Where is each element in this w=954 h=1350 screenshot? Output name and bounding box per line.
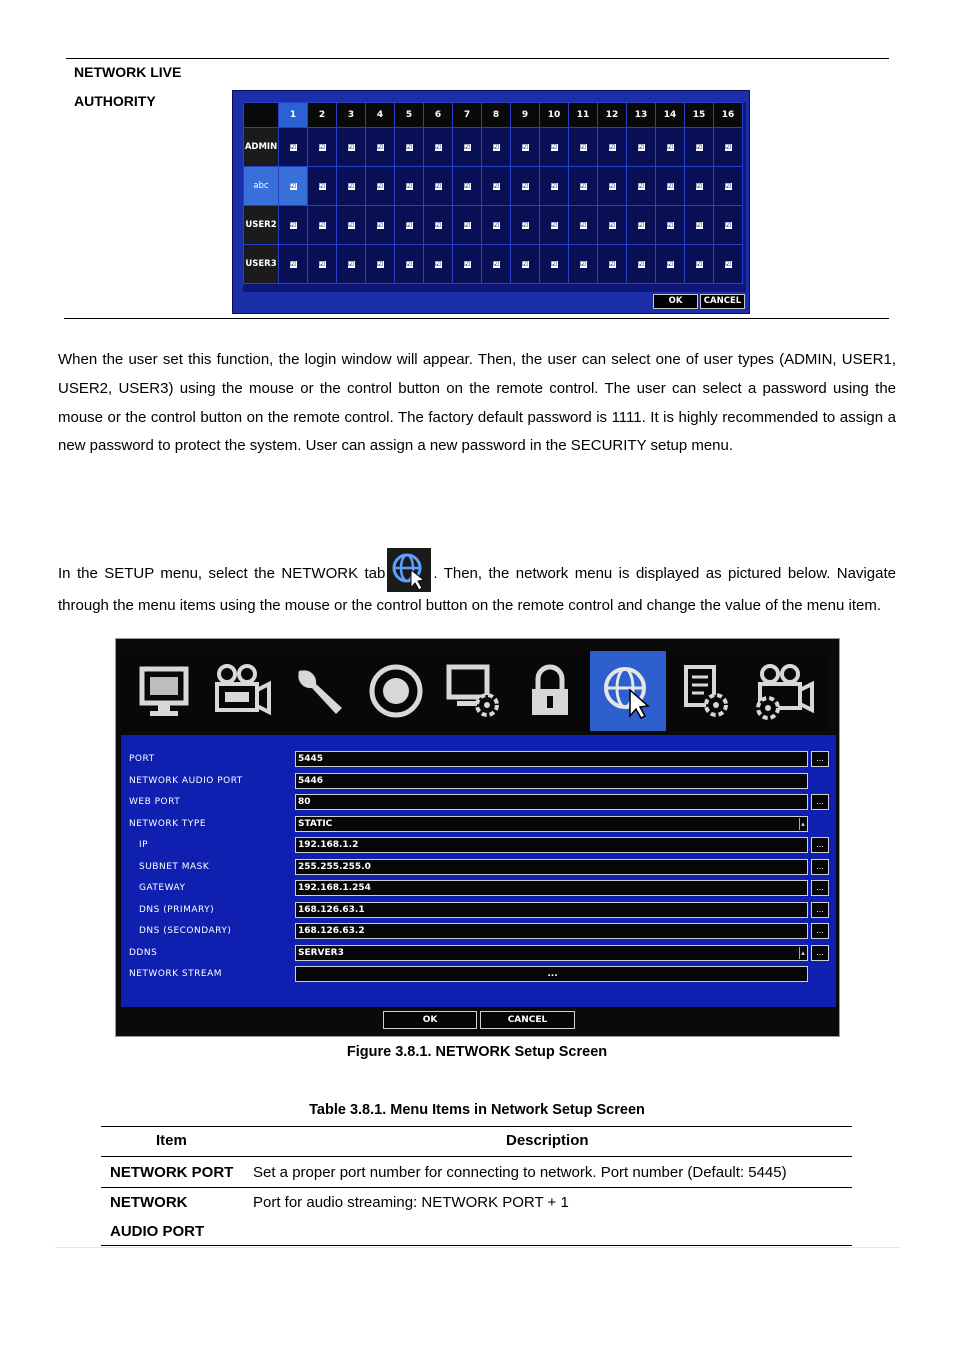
checkbox-checked-icon[interactable]: ☑	[608, 182, 616, 190]
checkbox-checked-icon[interactable]: ☑	[463, 221, 471, 229]
permission-checkbox-cell[interactable]	[685, 167, 714, 206]
checkbox-checked-icon[interactable]: ☑	[550, 182, 558, 190]
setting-label: IP	[139, 840, 149, 850]
setting-label: GATEWAY	[139, 883, 186, 893]
permission-checkbox-cell[interactable]	[279, 245, 308, 284]
lock-icon[interactable]	[512, 651, 588, 731]
permission-checkbox-cell[interactable]	[337, 245, 366, 284]
permission-checkbox-cell[interactable]	[598, 206, 627, 245]
network-tab-paragraph	[58, 548, 896, 621]
user-row	[244, 167, 743, 206]
checkbox-checked-icon[interactable]: ☑	[289, 143, 297, 151]
top-rule	[66, 58, 889, 59]
checkbox-checked-icon[interactable]: ☑	[550, 260, 558, 268]
permission-checkbox-cell[interactable]	[714, 167, 743, 206]
channel-header[interactable]: 10	[540, 103, 569, 128]
permission-checkbox-cell[interactable]	[569, 167, 598, 206]
setting-value-field[interactable]	[295, 794, 808, 810]
permission-checkbox-cell[interactable]	[482, 167, 511, 206]
checkbox-checked-icon[interactable]: ☑	[347, 182, 355, 190]
user-row	[244, 245, 743, 284]
permission-checkbox-cell[interactable]	[598, 128, 627, 167]
setting-value: STATIC	[298, 818, 333, 829]
setting-label: DNS (PRIMARY)	[139, 904, 215, 915]
checkbox-checked-icon[interactable]: ☑	[695, 260, 703, 268]
setting-value: ...	[547, 969, 558, 979]
permission-checkbox-cell[interactable]	[395, 167, 424, 206]
network-setup-screen	[115, 638, 840, 1037]
checkbox-checked-icon[interactable]: ☑	[608, 260, 616, 268]
checkbox-checked-icon[interactable]: ☑	[318, 260, 326, 268]
setting-label: DDNS	[129, 947, 158, 958]
setup-tab-bar	[121, 651, 829, 731]
permission-checkbox-cell[interactable]	[656, 206, 685, 245]
more-options-button[interactable]: ...	[811, 945, 829, 961]
checkbox-checked-icon[interactable]: ☑	[405, 260, 413, 268]
setting-label: PORT	[129, 754, 155, 764]
authority-table	[243, 102, 743, 284]
checkbox-checked-icon[interactable]: ☑	[666, 143, 674, 151]
login-paragraph: When the user set this function, the login window will appear. Then, the user can select one of user types (ADMIN, USER1, USER2, USER3) using the mouse or the control button on the remote control. The user can select a password using the mouse or the control button on the remote control. The factory default password is 1111. It is highly recommended to assign a new password to protect the system. User can assign a new password in the SECURITY setup menu.	[58, 351, 896, 455]
permission-checkbox-cell[interactable]	[540, 245, 569, 284]
event-settings-icon[interactable]	[668, 651, 744, 731]
checkbox-checked-icon[interactable]: ☑	[463, 260, 471, 268]
authority-ok-button[interactable]: OK	[653, 294, 698, 309]
permission-checkbox-cell[interactable]	[627, 206, 656, 245]
network-setting-row	[129, 880, 829, 898]
permission-checkbox-cell[interactable]	[656, 245, 685, 284]
permission-checkbox-cell[interactable]	[366, 167, 395, 206]
paragraph2-part2: . Then, the network menu is displayed as pictured below. Navigate through the menu items using the mouse or the control button on the remote control and change the value of the menu item.	[58, 565, 896, 614]
checkbox-checked-icon[interactable]: ☑	[579, 182, 587, 190]
camera-icon[interactable]	[204, 651, 280, 731]
checkbox-checked-icon[interactable]: ☑	[347, 221, 355, 229]
permission-checkbox-cell[interactable]	[308, 206, 337, 245]
checkbox-checked-icon[interactable]: ☑	[434, 260, 442, 268]
checkbox-checked-icon[interactable]: ☑	[579, 260, 587, 268]
permission-checkbox-cell[interactable]	[540, 167, 569, 206]
checkbox-checked-icon[interactable]: ☑	[434, 143, 442, 151]
network-setting-row	[129, 751, 829, 769]
more-options-button[interactable]: ...	[811, 902, 829, 918]
section-rule	[64, 318, 889, 319]
checkbox-checked-icon[interactable]: ☑	[376, 182, 384, 190]
user-label[interactable]: abc	[244, 167, 279, 206]
checkbox-checked-icon[interactable]: ☑	[434, 221, 442, 229]
checkbox-checked-icon[interactable]: ☑	[637, 260, 645, 268]
permission-checkbox-cell[interactable]	[279, 206, 308, 245]
checkbox-checked-icon[interactable]: ☑	[434, 182, 442, 190]
setting-value-field[interactable]	[295, 773, 808, 789]
checkbox-checked-icon[interactable]: ☑	[492, 182, 500, 190]
checkbox-checked-icon[interactable]: ☑	[550, 143, 558, 151]
permission-checkbox-cell[interactable]	[685, 128, 714, 167]
more-options-button[interactable]: ...	[811, 880, 829, 896]
checkbox-checked-icon[interactable]: ☑	[637, 182, 645, 190]
setting-value: 168.126.63.1	[298, 904, 365, 915]
permission-checkbox-cell[interactable]	[685, 206, 714, 245]
network-ok-button[interactable]: OK	[383, 1011, 477, 1029]
checkbox-checked-icon[interactable]: ☑	[521, 143, 529, 151]
user-label[interactable]: ADMIN	[244, 128, 279, 167]
network-setting-row	[129, 773, 829, 791]
channel-header[interactable]: 4	[366, 103, 395, 128]
permission-checkbox-cell[interactable]	[627, 245, 656, 284]
checkbox-checked-icon[interactable]: ☑	[724, 143, 732, 151]
channel-header[interactable]: 13	[627, 103, 656, 128]
setting-label: NETWORK AUDIO PORT	[129, 775, 243, 786]
checkbox-checked-icon[interactable]: ☑	[579, 143, 587, 151]
more-options-button[interactable]: ...	[811, 794, 829, 810]
checkbox-checked-icon[interactable]: ☑	[347, 260, 355, 268]
permission-checkbox-cell[interactable]	[627, 128, 656, 167]
permission-checkbox-cell[interactable]	[598, 245, 627, 284]
authority-label-line1: NETWORK LIVE	[74, 64, 182, 80]
checkbox-checked-icon[interactable]: ☑	[318, 143, 326, 151]
page-footer-rule	[55, 1247, 900, 1248]
more-options-button[interactable]: ...	[811, 923, 829, 939]
checkbox-checked-icon[interactable]: ☑	[666, 182, 674, 190]
checkbox-checked-icon[interactable]: ☑	[666, 221, 674, 229]
channel-header[interactable]: 12	[598, 103, 627, 128]
permission-checkbox-cell[interactable]	[366, 128, 395, 167]
setting-value: 192.168.1.2	[298, 840, 359, 850]
permission-checkbox-cell[interactable]	[395, 245, 424, 284]
network-setting-row	[129, 945, 829, 963]
setting-label: NETWORK STREAM	[129, 969, 222, 979]
row-item-line2: AUDIO PORT	[110, 1223, 205, 1240]
setting-value-field[interactable]	[295, 902, 808, 918]
permission-checkbox-cell[interactable]	[569, 128, 598, 167]
checkbox-checked-icon[interactable]: ☑	[405, 143, 413, 151]
network-setting-row	[129, 837, 829, 855]
channel-header[interactable]: 11	[569, 103, 598, 128]
setting-label: WEB PORT	[129, 797, 181, 807]
permission-checkbox-cell[interactable]	[337, 167, 366, 206]
network-setting-row	[129, 923, 829, 941]
channel-header[interactable]: 3	[337, 103, 366, 128]
checkbox-checked-icon[interactable]: ☑	[405, 221, 413, 229]
row-item-line1: NETWORK	[110, 1194, 188, 1211]
permission-checkbox-cell[interactable]	[366, 206, 395, 245]
setting-value: 255.255.255.0	[298, 861, 371, 872]
authority-label-line2: AUTHORITY	[74, 93, 156, 109]
more-options-button[interactable]: ...	[811, 837, 829, 853]
permission-checkbox-cell[interactable]	[714, 128, 743, 167]
permission-checkbox-cell[interactable]	[366, 245, 395, 284]
table-caption: Table 3.8.1. Menu Items in Network Setup Screen	[309, 1102, 645, 1118]
checkbox-checked-icon[interactable]: ☑	[521, 260, 529, 268]
permission-checkbox-cell[interactable]	[424, 167, 453, 206]
table-row	[101, 1157, 852, 1188]
setting-value: 192.168.1.254	[298, 883, 371, 893]
permission-checkbox-cell[interactable]	[279, 128, 308, 167]
setting-value-field[interactable]	[295, 966, 808, 982]
checkbox-checked-icon[interactable]: ☑	[637, 221, 645, 229]
channel-header[interactable]: 1	[279, 103, 308, 128]
channel-header[interactable]: 2	[308, 103, 337, 128]
camera-settings-icon[interactable]	[746, 651, 822, 731]
checkbox-checked-icon[interactable]: ☑	[724, 182, 732, 190]
permission-checkbox-cell[interactable]	[540, 128, 569, 167]
network-setting-row	[129, 859, 829, 877]
channel-header[interactable]: 15	[685, 103, 714, 128]
checkbox-checked-icon[interactable]: ☑	[463, 143, 471, 151]
checkbox-checked-icon[interactable]: ☑	[318, 182, 326, 190]
permission-checkbox-cell[interactable]	[453, 245, 482, 284]
checkbox-checked-icon[interactable]: ☑	[695, 221, 703, 229]
permission-checkbox-cell[interactable]	[511, 206, 540, 245]
more-options-button[interactable]: ...	[811, 751, 829, 767]
checkbox-checked-icon[interactable]: ☑	[492, 143, 500, 151]
setting-value-field[interactable]	[295, 923, 808, 939]
monitor-icon[interactable]	[126, 651, 202, 731]
dropdown-caret-icon[interactable]: ▴	[799, 947, 806, 959]
permission-checkbox-cell[interactable]	[511, 167, 540, 206]
paragraph2-part1: In the SETUP menu, select the NETWORK tab	[58, 565, 386, 582]
checkbox-checked-icon[interactable]: ☑	[463, 182, 471, 190]
network-setting-row	[129, 902, 829, 920]
permission-checkbox-cell[interactable]	[308, 128, 337, 167]
checkbox-checked-icon[interactable]: ☑	[550, 221, 558, 229]
permission-checkbox-cell[interactable]	[714, 206, 743, 245]
row-item: NETWORK PORT	[110, 1164, 234, 1181]
checkbox-checked-icon[interactable]: ☑	[289, 260, 297, 268]
permission-checkbox-cell[interactable]	[308, 167, 337, 206]
setting-value-field[interactable]	[295, 837, 808, 853]
network-setting-row	[129, 794, 829, 812]
checkbox-checked-icon[interactable]: ☑	[695, 182, 703, 190]
network-live-authority-panel	[232, 90, 750, 314]
network-globe-icon	[387, 548, 431, 592]
checkbox-checked-icon[interactable]: ☑	[521, 182, 529, 190]
network-cancel-button[interactable]: CANCEL	[480, 1011, 575, 1029]
checkbox-checked-icon[interactable]: ☑	[289, 221, 297, 229]
permission-checkbox-cell[interactable]	[569, 245, 598, 284]
table-header-row	[101, 1126, 852, 1157]
permission-checkbox-cell[interactable]	[656, 128, 685, 167]
checkbox-checked-icon[interactable]: ☑	[492, 221, 500, 229]
setting-label: DNS (SECONDARY)	[139, 926, 232, 936]
menu-items-table	[101, 1126, 852, 1246]
more-options-button[interactable]: ...	[811, 859, 829, 875]
corner-cell	[244, 103, 279, 128]
setting-value: 168.126.63.2	[298, 926, 365, 936]
wrench-icon[interactable]	[281, 651, 357, 731]
network-settings-form	[121, 735, 836, 1007]
permission-checkbox-cell[interactable]	[453, 206, 482, 245]
checkbox-checked-icon[interactable]: ☑	[289, 182, 297, 190]
user-label[interactable]: USER2	[244, 206, 279, 245]
permission-checkbox-cell[interactable]	[569, 206, 598, 245]
checkbox-checked-icon[interactable]: ☑	[492, 260, 500, 268]
authority-cancel-button[interactable]: CANCEL	[700, 294, 745, 309]
permission-checkbox-cell[interactable]	[656, 167, 685, 206]
channel-header[interactable]: 5	[395, 103, 424, 128]
channel-header[interactable]: 7	[453, 103, 482, 128]
checkbox-checked-icon[interactable]: ☑	[724, 221, 732, 229]
permission-checkbox-cell[interactable]	[308, 245, 337, 284]
setting-label: SUBNET MASK	[139, 861, 210, 872]
channel-header[interactable]: 16	[714, 103, 743, 128]
permission-checkbox-cell[interactable]	[279, 167, 308, 206]
checkbox-checked-icon[interactable]: ☑	[347, 143, 355, 151]
permission-checkbox-cell[interactable]	[395, 206, 424, 245]
setting-value-field[interactable]	[295, 859, 808, 875]
permission-checkbox-cell[interactable]	[511, 245, 540, 284]
dropdown-caret-icon[interactable]: ▴	[799, 818, 806, 830]
figure-caption: Figure 3.8.1. NETWORK Setup Screen	[346, 1044, 608, 1060]
checkbox-checked-icon[interactable]: ☑	[608, 221, 616, 229]
permission-checkbox-cell[interactable]	[627, 167, 656, 206]
permission-checkbox-cell[interactable]	[337, 128, 366, 167]
checkbox-checked-icon[interactable]: ☑	[376, 143, 384, 151]
record-icon[interactable]	[358, 651, 434, 731]
permission-checkbox-cell[interactable]	[453, 128, 482, 167]
network-setting-row	[129, 966, 829, 984]
permission-checkbox-cell[interactable]	[540, 206, 569, 245]
user-row	[244, 206, 743, 245]
permission-checkbox-cell[interactable]	[424, 206, 453, 245]
network-globe-tab-icon[interactable]	[590, 651, 666, 731]
user-label[interactable]: USER3	[244, 245, 279, 284]
permission-checkbox-cell[interactable]	[511, 128, 540, 167]
checkbox-checked-icon[interactable]: ☑	[666, 260, 674, 268]
checkbox-checked-icon[interactable]: ☑	[521, 221, 529, 229]
permission-checkbox-cell[interactable]	[424, 245, 453, 284]
setting-value: SERVER3	[298, 947, 344, 958]
permission-checkbox-cell[interactable]	[482, 206, 511, 245]
network-setting-row	[129, 816, 829, 834]
checkbox-checked-icon[interactable]: ☑	[637, 143, 645, 151]
setting-value-field[interactable]	[295, 816, 808, 832]
user-row	[244, 128, 743, 167]
setting-value-field[interactable]	[295, 945, 808, 961]
row-description: Port for audio streaming: NETWORK PORT + 1	[253, 1194, 569, 1211]
checkbox-checked-icon[interactable]: ☑	[405, 182, 413, 190]
channel-header[interactable]: 6	[424, 103, 453, 128]
permission-checkbox-cell[interactable]	[482, 245, 511, 284]
table-row	[101, 1188, 852, 1246]
setting-value-field[interactable]	[295, 751, 808, 767]
checkbox-checked-icon[interactable]: ☑	[318, 221, 326, 229]
permission-checkbox-cell[interactable]	[714, 245, 743, 284]
setting-value: 5445	[298, 754, 324, 764]
permission-checkbox-cell[interactable]	[482, 128, 511, 167]
header-description: Description	[506, 1132, 589, 1149]
checkbox-checked-icon[interactable]: ☑	[376, 260, 384, 268]
checkbox-checked-icon[interactable]: ☑	[724, 260, 732, 268]
checkbox-checked-icon[interactable]: ☑	[608, 143, 616, 151]
display-settings-icon[interactable]	[435, 651, 511, 731]
setting-value-field[interactable]	[295, 880, 808, 896]
row-description: Set a proper port number for connecting to network. Port number (Default: 5445)	[253, 1164, 787, 1181]
authority-grid	[243, 102, 746, 292]
permission-checkbox-cell[interactable]	[395, 128, 424, 167]
checkbox-checked-icon[interactable]: ☑	[695, 143, 703, 151]
setting-value: 80	[298, 797, 311, 807]
permission-checkbox-cell[interactable]	[685, 245, 714, 284]
checkbox-checked-icon[interactable]: ☑	[579, 221, 587, 229]
channel-header[interactable]: 9	[511, 103, 540, 128]
setting-label: NETWORK TYPE	[129, 818, 207, 829]
channel-header[interactable]: 8	[482, 103, 511, 128]
checkbox-checked-icon[interactable]: ☑	[376, 221, 384, 229]
permission-checkbox-cell[interactable]	[337, 206, 366, 245]
setting-value: 5446	[298, 775, 324, 786]
permission-checkbox-cell[interactable]	[598, 167, 627, 206]
permission-checkbox-cell[interactable]	[453, 167, 482, 206]
channel-header[interactable]: 14	[656, 103, 685, 128]
permission-checkbox-cell[interactable]	[424, 128, 453, 167]
header-item: Item	[156, 1132, 187, 1149]
